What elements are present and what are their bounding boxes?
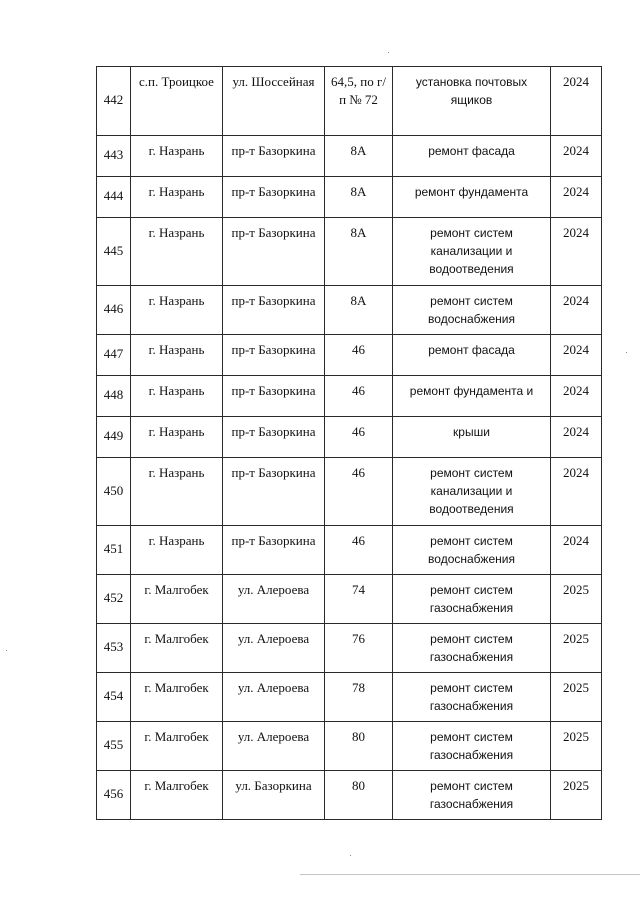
work-type-cell: ремонт систем газоснабжения [393,575,551,624]
street-cell: ул. Алероева [223,575,325,624]
street-cell: ул. Алероева [223,722,325,771]
settlement-cell: г. Малгобек [131,771,223,820]
street-cell: ул. Алероева [223,624,325,673]
table-row [97,218,602,286]
table-row [97,771,602,820]
work-type-cell: ремонт фундамента и [393,376,551,417]
table-row [97,286,602,335]
table-body [97,67,602,820]
scan-speck [350,855,351,856]
work-type-cell: ремонт систем водоснабжения [393,526,551,575]
house-cell: 46 [325,335,393,376]
year-cell: 2024 [551,286,602,335]
table-row [97,575,602,624]
row-number: 451 [97,526,131,575]
settlement-cell: г. Назрань [131,376,223,417]
house-cell: 78 [325,673,393,722]
table-row [97,417,602,458]
house-cell: 8А [325,177,393,218]
settlement-cell: г. Назрань [131,417,223,458]
table-row [97,177,602,218]
row-number: 455 [97,722,131,771]
house-cell: 8А [325,218,393,286]
work-type-cell: ремонт фундамента [393,177,551,218]
house-cell: 64,5, по г/п № 72 [325,67,393,136]
scan-speck [626,352,627,353]
house-cell: 46 [325,526,393,575]
row-number: 454 [97,673,131,722]
year-cell: 2024 [551,526,602,575]
settlement-cell: г. Назрань [131,218,223,286]
settlement-cell: г. Назрань [131,286,223,335]
work-type-cell: установка почтовых ящиков [393,67,551,136]
year-cell: 2025 [551,722,602,771]
scan-speck [388,52,389,53]
house-cell: 46 [325,417,393,458]
house-cell: 74 [325,575,393,624]
house-cell: 80 [325,771,393,820]
work-type-cell: крыши [393,417,551,458]
street-cell: пр-т Базоркина [223,376,325,417]
street-cell: ул. Алероева [223,673,325,722]
settlement-cell: г. Назрань [131,136,223,177]
year-cell: 2024 [551,218,602,286]
table-row [97,67,602,136]
year-cell: 2024 [551,335,602,376]
settlement-cell: г. Назрань [131,177,223,218]
work-type-cell: ремонт систем канализации и водоотведения [393,218,551,286]
settlement-cell: г. Малгобек [131,624,223,673]
scan-edge-line [300,874,640,875]
table-row [97,458,602,526]
row-number: 447 [97,335,131,376]
repair-schedule-table [96,66,602,820]
scan-speck [6,650,7,651]
table-row [97,624,602,673]
row-number: 450 [97,458,131,526]
house-cell: 8А [325,136,393,177]
row-number: 442 [97,67,131,136]
row-number: 444 [97,177,131,218]
row-number: 456 [97,771,131,820]
street-cell: пр-т Базоркина [223,417,325,458]
street-cell: пр-т Базоркина [223,458,325,526]
work-type-cell: ремонт систем газоснабжения [393,624,551,673]
settlement-cell: г. Малгобек [131,673,223,722]
row-number: 445 [97,218,131,286]
year-cell: 2024 [551,417,602,458]
street-cell: ул. Базоркина [223,771,325,820]
settlement-cell: г. Малгобек [131,575,223,624]
house-cell: 80 [325,722,393,771]
table-row [97,722,602,771]
year-cell: 2024 [551,177,602,218]
table-row [97,526,602,575]
year-cell: 2025 [551,673,602,722]
work-type-cell: ремонт систем газоснабжения [393,722,551,771]
street-cell: пр-т Базоркина [223,177,325,218]
row-number: 446 [97,286,131,335]
year-cell: 2025 [551,575,602,624]
year-cell: 2025 [551,624,602,673]
house-cell: 46 [325,458,393,526]
house-cell: 76 [325,624,393,673]
house-cell: 8А [325,286,393,335]
street-cell: пр-т Базоркина [223,526,325,575]
row-number: 453 [97,624,131,673]
table-row [97,376,602,417]
work-type-cell: ремонт фасада [393,335,551,376]
settlement-cell: г. Малгобек [131,722,223,771]
table-row [97,673,602,722]
table-row [97,136,602,177]
year-cell: 2024 [551,136,602,177]
street-cell: пр-т Базоркина [223,218,325,286]
settlement-cell: г. Назрань [131,526,223,575]
row-number: 449 [97,417,131,458]
row-number: 448 [97,376,131,417]
work-type-cell: ремонт систем газоснабжения [393,771,551,820]
house-cell: 46 [325,376,393,417]
work-type-cell: ремонт систем канализации и водоотведения [393,458,551,526]
work-type-cell: ремонт систем водоснабжения [393,286,551,335]
work-type-cell: ремонт фасада [393,136,551,177]
settlement-cell: г. Назрань [131,458,223,526]
street-cell: ул. Шоссейная [223,67,325,136]
year-cell: 2025 [551,771,602,820]
row-number: 443 [97,136,131,177]
street-cell: пр-т Базоркина [223,286,325,335]
street-cell: пр-т Базоркина [223,136,325,177]
year-cell: 2024 [551,376,602,417]
row-number: 452 [97,575,131,624]
street-cell: пр-т Базоркина [223,335,325,376]
settlement-cell: г. Назрань [131,335,223,376]
year-cell: 2024 [551,67,602,136]
year-cell: 2024 [551,458,602,526]
settlement-cell: с.п. Троицкое [131,67,223,136]
work-type-cell: ремонт систем газоснабжения [393,673,551,722]
table-row [97,335,602,376]
